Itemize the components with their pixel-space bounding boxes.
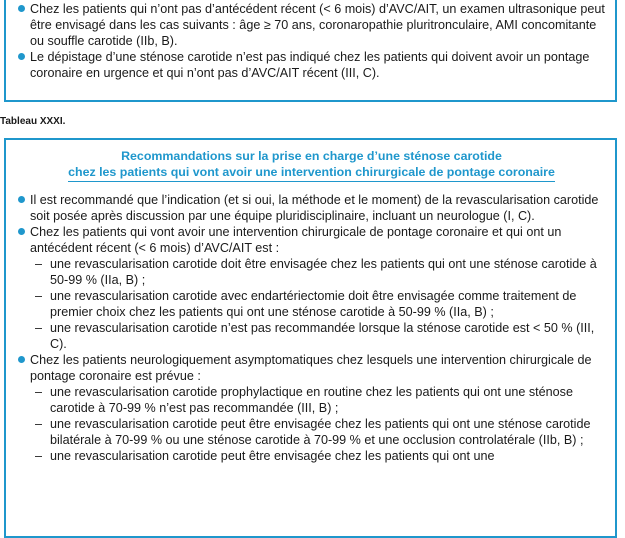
bullet-icon [18,53,25,60]
dash-icon: – [35,321,43,335]
list-item [18,224,605,352]
table-caption: Tableau XXXI. [0,116,66,127]
sub-item-text: une revascularisation carotide n’est pas recommandée lorsque la sténose carotide est < 50 % (III, C). [50,321,595,351]
list-item-text: Chez les patients qui vont avoir une intervention chirurgicale de pontage coronaire et qui ont un antécédent récent (< 6 mois) d’AVC/AIT est : [30,225,562,255]
bullet-icon [18,196,25,203]
sub-item [30,288,605,320]
dash-icon: – [35,385,43,399]
box-title-line2: chez les patients qui vont avoir une intervention chirurgicale de pontage coronaire [68,164,555,182]
dash-icon: – [35,289,43,303]
sub-item-text: une revascularisation carotide prophylactique en routine chez les patients qui ont une sténose carotide à 70-99 % n’est pas recommandée (III, B) ; [50,385,573,415]
recommendation-list-top [18,1,605,81]
sub-item [30,448,605,464]
bullet-icon [18,228,25,235]
recommendation-list [18,192,605,464]
sub-item [30,416,605,448]
list-item-text: Chez les patients neurologiquement asymptomatiques chez lesquels une intervention chirurgicale de pontage coronaire est prévue : [30,353,592,383]
sub-item-text: une revascularisation carotide avec endartériectomie doit être envisagée comme traitement de premier choix chez les patients qui ont une sténose carotide à 50-99 % (IIa, B) ; [50,289,577,319]
box-title [18,148,605,182]
sub-list [30,256,605,352]
box-title-line1: Recommandations sur la prise en charge d’une sténose carotide [121,149,502,163]
sub-item [30,256,605,288]
sub-item [30,320,605,352]
sub-list [30,384,605,464]
list-item-text: Il est recommandé que l’indication (et si oui, la méthode et le moment) de la revascularisation carotide soit posée après discussion par une équipe pluridisciplinaire, incluant un neurologue (I, C). [30,193,599,223]
recommendation-box-top [4,0,617,102]
list-item-text: Chez les patients qui n’ont pas d’antécédent récent (< 6 mois) d’AVC/AIT, un examen ultrasonique peut être envisagé dans les cas suivants : âge ≥ 70 ans, coronaropathie pluritronculaire, AMI concomitante ou souffle carotide (IIb, B). [30,2,605,48]
list-item [18,49,605,81]
dash-icon: – [35,449,43,463]
sub-item-text: une revascularisation carotide peut être envisagée chez les patients qui ont une [50,449,495,463]
dash-icon: – [35,417,43,431]
dash-icon: – [35,257,43,271]
bullet-icon [18,5,25,12]
sub-item-text: une revascularisation carotide doit être envisagée chez les patients qui ont une sténose carotide à 50-99 % (IIa, B) ; [50,257,597,287]
list-item-text: Le dépistage d’une sténose carotide n’est pas indiqué chez les patients qui doivent avoir un pontage coronaire en urgence et qui n’ont pas d’AVC/AIT récent (III, C). [30,50,590,80]
sub-item [30,384,605,416]
recommendation-box-main [4,138,617,538]
list-item [18,352,605,464]
bullet-icon [18,356,25,363]
list-item [18,1,605,49]
sub-item-text: une revascularisation carotide peut être envisagée chez les patients qui ont une sténose carotide bilatérale à 70-99 % ou une sténose carotide à 70-99 % et une occlusion controlatérale (IIb, B) ; [50,417,591,447]
list-item [18,192,605,224]
